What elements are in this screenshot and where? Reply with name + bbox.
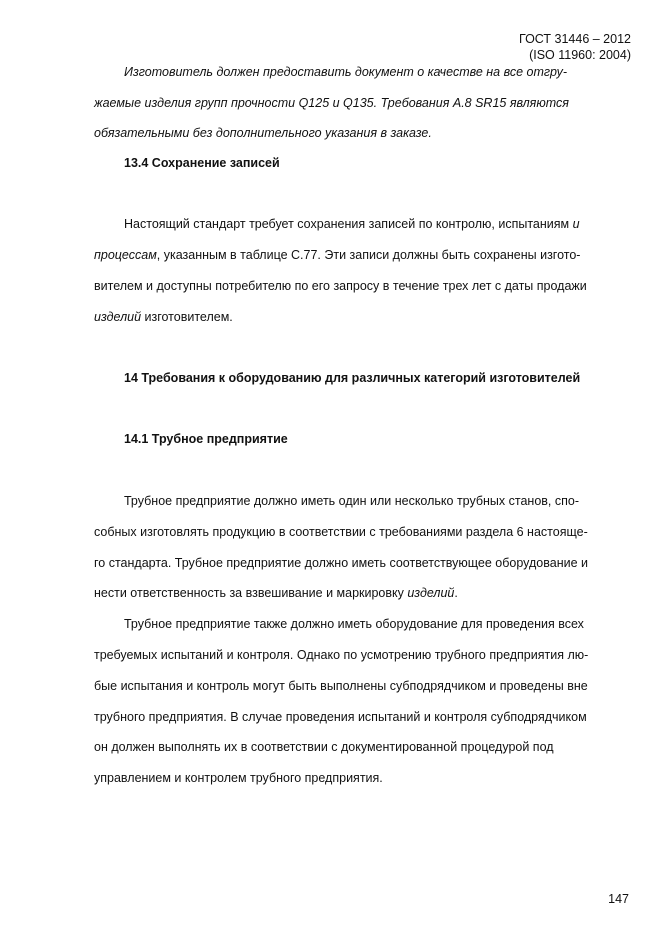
records-line-1-text: Настоящий стандарт требует сохранения записей по контролю, испытаниям — [124, 217, 573, 231]
standard-number: ГОСТ 31446 – 2012 — [519, 32, 631, 46]
records-line-2-text: , указанным в таблице С.77. Эти записи должны быть сохранены изгото- — [156, 248, 581, 262]
records-line-2 — [94, 247, 580, 263]
pipe-plant-p1-line-2: собных изготовлять продукцию в соответствии с требованиями раздела 6 настояще- — [94, 525, 588, 539]
section-14-1-heading: 14.1 Трубное предприятие — [124, 432, 288, 446]
pipe-plant-p2-line-5: он должен выполнять их в соответствии с документированной процедурой под — [94, 740, 554, 754]
pipe-plant-p2-line-1: Трубное предприятие также должно иметь оборудование для проведения всех — [124, 617, 584, 631]
pipe-plant-p2-line-4: трубного предприятия. В случае проведения испытаний и контроля субподрядчиком — [94, 710, 587, 724]
intro-line-3: обязательными без дополнительного указания в заказе. — [94, 126, 432, 140]
records-line-1-italic: и — [572, 217, 580, 231]
pipe-plant-p2-line-3: бые испытания и контроль могут быть выполнены субподрядчиком и проведены вне — [94, 679, 588, 693]
pipe-plant-p1-line-3: го стандарта. Трубное предприятие должно иметь соответствующее оборудование и — [94, 556, 589, 570]
section-14-heading: 14 Требования к оборудованию для различных категорий изготовителей — [124, 371, 581, 385]
records-line-2-italic: процессам — [94, 248, 157, 262]
iso-reference: (ISO 11960: 2004) — [529, 48, 631, 62]
pipe-plant-p1-line-4-text: нести ответственность за взвешивание и маркировку — [94, 586, 408, 600]
pipe-plant-p1-line-4-end: . — [454, 586, 458, 600]
records-line-4-italic: изделий — [94, 310, 142, 324]
pipe-plant-p1-line-1: Трубное предприятие должно иметь один или несколько трубных станов, спо- — [124, 494, 579, 508]
pipe-plant-p1-line-4-italic: изделий — [407, 586, 455, 600]
records-line-3: вителем и доступны потребителю по его запросу в течение трех лет с даты продажи — [94, 279, 587, 293]
records-line-4 — [94, 309, 233, 325]
pipe-plant-p1-line-4 — [94, 585, 458, 601]
records-line-4-text: изготовителем. — [141, 310, 233, 324]
records-line-1 — [124, 216, 580, 232]
intro-line-2: жаемые изделия групп прочности Q125 и Q135. Требования A.8 SR15 являются — [94, 96, 569, 110]
page-number: 147 — [608, 892, 629, 906]
intro-line-1: Изготовитель должен предоставить документ о качестве на все отгру- — [124, 65, 567, 79]
document-header — [519, 31, 631, 63]
pipe-plant-p2-line-6: управлением и контролем трубного предприятия. — [94, 771, 383, 785]
section-13-4-heading: 13.4 Сохранение записей — [124, 156, 280, 170]
pipe-plant-p2-line-2: требуемых испытаний и контроля. Однако по усмотрению трубного предприятия лю- — [94, 648, 589, 662]
